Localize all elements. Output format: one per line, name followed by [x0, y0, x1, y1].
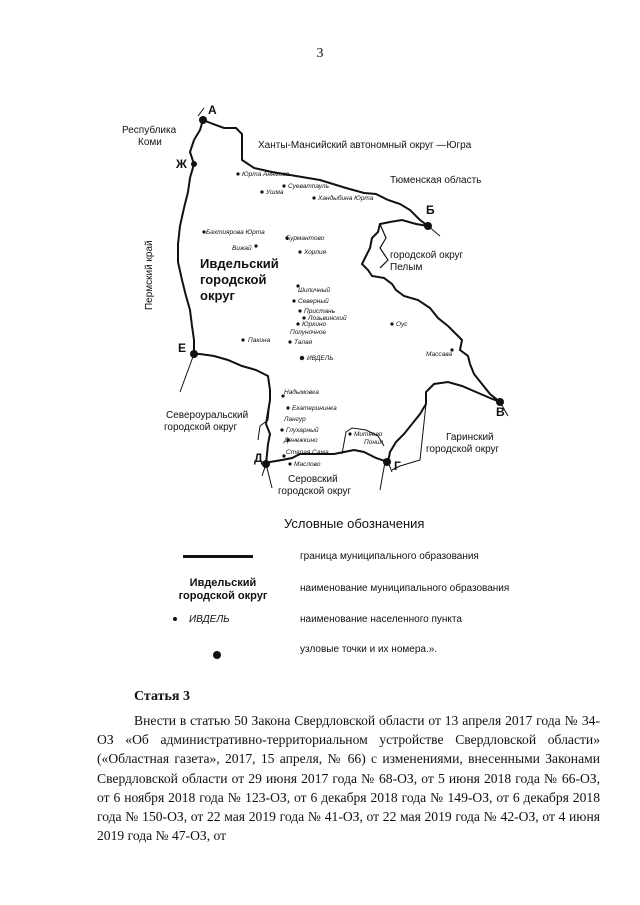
node-point-g: [383, 458, 391, 466]
legend-settlement-sample: ИВДЕЛЬ: [173, 614, 230, 625]
region-label: Пермский край: [144, 240, 155, 310]
settlement-label: Суеватпауль: [288, 183, 330, 190]
node-point-zh: [191, 161, 197, 167]
settlement-label: Массава: [426, 351, 453, 358]
node-point-e: [190, 350, 198, 358]
node-label: А: [208, 103, 217, 117]
settlement-label: Талая: [294, 339, 313, 346]
article-title: Статья 3: [134, 689, 190, 704]
settlement-label: ИВДЕЛЬ: [307, 355, 334, 362]
article-paragraph: Внести в статью 50 Закона Свердловской области от 13 апреля 2017 года № 34-ОЗ «Об административно-территориальном устройстве Свердловской области» («Областная газета», 2017, 15 апреля, № 66) с изменениями, внесенными Законами Свердловской области от 29 июня 2017 года № 68-ОЗ, от 5 июня 2018 года № 66-ОЗ, от 6 ноября 2018 года № 123-ОЗ, от 6 декабря 2018 года № 149-ОЗ, от 6 декабря 2018 года № 150-ОЗ, от 22 мая 2019 года № 41-ОЗ, от 22 мая 2019 года № 42-ОЗ, от 4 июня 2019 года № 47-ОЗ, от: [97, 713, 600, 844]
settlement-label: Полуночное: [290, 329, 327, 336]
legend-boundary-line: [183, 555, 253, 558]
settlement-label: Пакина: [248, 337, 271, 344]
legend-node-desc: узловые точки и их номера.».: [300, 644, 438, 655]
settlement-label: Лангур: [284, 416, 306, 423]
legend-settlement-desc: наименование населенного пункта: [300, 614, 462, 625]
region-label: городской округ: [278, 486, 352, 497]
region-label: Гаринский: [446, 432, 494, 443]
settlement-label: Глухарный: [286, 427, 319, 434]
settlement-label: Шипичный: [298, 287, 331, 294]
region-label: городской округ: [426, 444, 500, 455]
region-label: Серовский: [288, 474, 338, 485]
settlement-label: Юрта Анямова: [242, 171, 290, 178]
node-point-b: [424, 222, 432, 230]
region-label: Пелым: [390, 262, 423, 273]
district-name: Ивдельский: [200, 256, 279, 271]
settlement-label: Лозьвинский: [308, 315, 347, 322]
settlement-label: Митяево: [354, 431, 383, 438]
node-label: Е: [178, 341, 187, 355]
settlement-label: Северный: [298, 298, 329, 305]
settlement-label: Вижай: [232, 245, 252, 252]
settlement-label: Денежкино: [284, 437, 318, 444]
node-label: Г: [394, 459, 401, 473]
legend-name-desc: наименование муниципального образования: [300, 583, 510, 594]
settlement-label: Ушма: [266, 189, 284, 196]
settlement-label: Оус: [396, 321, 408, 328]
region-label: Североуральский: [166, 410, 249, 421]
region-label: городской округ: [164, 422, 238, 433]
settlement-dot-icon: [173, 617, 177, 621]
settlement-label: Бурмантово: [286, 235, 325, 242]
node-dot-icon: [213, 651, 221, 659]
settlement-label: Хорпия: [304, 249, 327, 256]
region-label: Ханты-Мансийский автономный округ —Югра: [258, 140, 472, 151]
page-number: 3: [316, 46, 324, 61]
node-label: Б: [426, 203, 435, 217]
settlement-label: Надымовка: [284, 389, 319, 396]
settlement-label: Понил: [364, 439, 384, 446]
settlement-label: Хандыбина Юрта: [318, 195, 374, 202]
legend-boundary-desc: граница муниципального образования: [300, 551, 479, 562]
district-name: городской: [200, 272, 267, 287]
legend-name-sample: Ивдельский городской округ: [178, 577, 268, 602]
pelym-boundary: [380, 224, 388, 268]
node-label: Ж: [176, 157, 187, 171]
settlement-label: Бахтиярова Юрта: [206, 229, 265, 236]
node-label: Д: [254, 451, 263, 465]
region-label: Тюменская область: [390, 175, 482, 186]
region-label: Коми: [138, 137, 162, 148]
settlement-label: Маслово: [294, 461, 321, 468]
settlement-label: Юркино: [302, 321, 327, 328]
region-label: городской округ: [390, 250, 464, 261]
article-body: [97, 711, 600, 845]
settlement-label: Екатерининка: [292, 405, 337, 412]
node-point-d: [262, 460, 270, 468]
settlement-label: Пристань: [304, 308, 336, 315]
node-label: В: [496, 405, 505, 419]
settlement-label: Старая Сама: [286, 449, 329, 456]
district-name: округ: [200, 288, 235, 303]
region-label: Республика: [122, 125, 177, 136]
node-point-a: [199, 116, 207, 124]
legend-title: Условные обозначения: [284, 516, 425, 531]
